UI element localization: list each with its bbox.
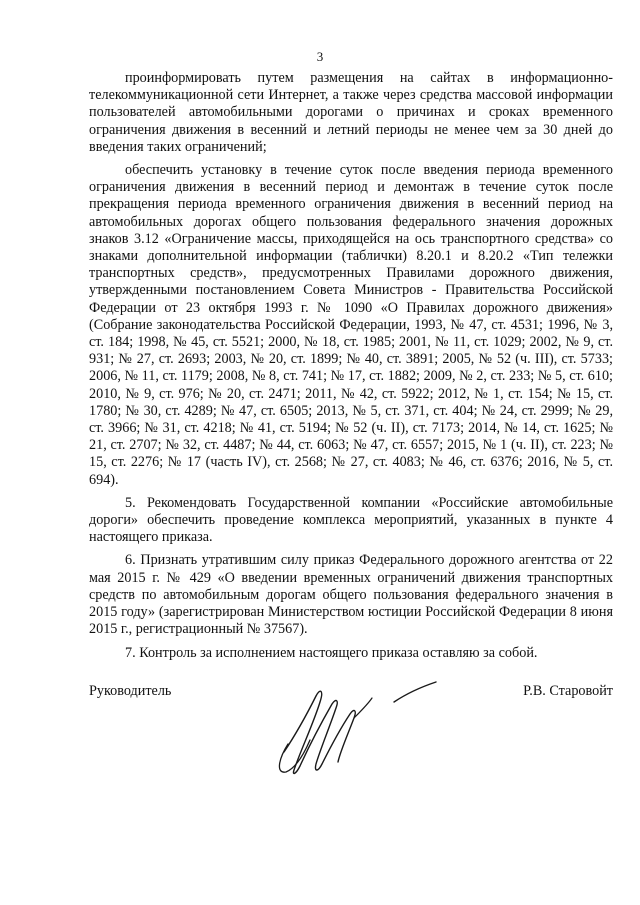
paragraph-item-7: 7. Контроль за исполнением настоящего приказа оставляю за собой. [125, 644, 538, 661]
paragraph-item-5: 5. Рекомендовать Государственной компании «Российские автомобильные дороги» обеспечить проведение комплекса мероприятий, указанных в пункте 4 настоящего приказа. [89, 494, 613, 546]
paragraph-inform: проинформировать путем размещения на сайтах в информационно-телекоммуникационной сети Интернет, а также через средства массовой информации пользователей автомобильными дорогами о причинах и сроках временного ограничения движения в весенний и летний периоды не менее чем за 30 дней до введения таких ограничений; [89, 70, 613, 155]
signatory-position: Руководитель [89, 683, 172, 699]
handwritten-signature-icon [266, 674, 456, 784]
document-body [89, 70, 613, 662]
paragraph-signs-installation: обеспечить установку в течение суток после введения периода временного ограничения движения в весенний период и демонтаж в течение суток после прекращения периода временного ограничения движения в весенний период на автомобильных дорогах общего пользования федерального значения дорожных знаков 3.12 «Ограничение массы, приходящейся на ось транспортного средства» со знаками дополнительной информации (таблички) 8.20.1 и 8.20.2 «Тип тележки транспортных средств», предусмотренных Правилами дорожного движения, утвержденными постановлением Совета Министров - Правительства Российской Федерации от 23 октября 1993 г. № 1090 «О Правилах дорожного движения» (Собрание законодательства Российской Федерации, 1993, № 47, ст. 4531; 1996, № 3, ст. 184; 1998, № 45, ст. 5521; 2000, № 18, ст. 1985; 2001, № 11, ст. 1029; 2002, № 9, ст. 931; № 27, ст. 2693; 2003, № 20, ст. 1899; № 40, ст. 3891; 2005, № 52 (ч. III), ст. 5733; 2006, № 11, ст. 1179; 2008, № 8, ст. 741; № 17, ст. 1882; 2009, № 2, ст. 233; № 5, ст. 610; 2010, № 9, ст. 976; № 20, ст. 2471; 2011, № 42, ст. 5922; 2012, № 1, ст. 154; № 15, ст. 1780; № 30, ст. 4289; № 47, ст. 6505; 2013, № 5, ст. 371, ст. 404; № 24, ст. 2999; № 29, ст. 3966; № 31, ст. 4218; № 41, ст. 5194; № 52 (ч. II), ст. 7173; 2014, № 14, ст. 1625; № 21, ст. 2707; № 32, ст. 4487; № 44, ст. 6063; № 47, ст. 6557; 2015, № 1 (ч. II), ст. 223; № 15, ст. 2276; № 17 (часть IV), ст. 2568; № 27, ст. 4083; № 46, ст. 6376; 2016, № 5, ст. 694). [89, 162, 613, 488]
signatory-name: Р.В. Старовойт [523, 683, 613, 699]
paragraph-item-6: 6. Признать утратившим силу приказ Федерального дорожного агентства от 22 мая 2015 г. № 429 «О введении временных ограничений движения транспортных средств по автомобильным дорогам общего пользования федерального значения в 2015 году» (зарегистрирован Министерством юстиции Российской Федерации 8 июня 2015 г., регистрационный № 37567). [89, 552, 613, 638]
page-number: 3 [316, 49, 324, 64]
